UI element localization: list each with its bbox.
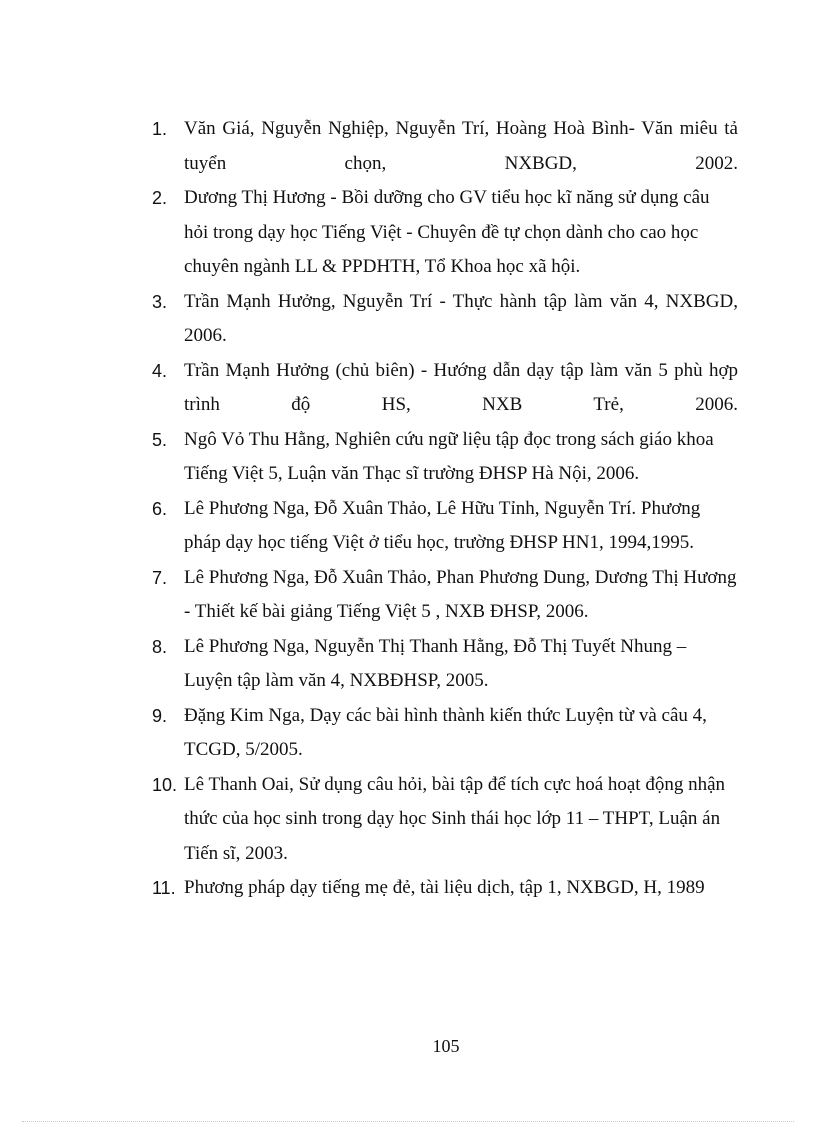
reference-item bbox=[150, 285, 738, 354]
reference-number: 11. bbox=[152, 878, 176, 898]
reference-item bbox=[150, 699, 738, 768]
reference-number: 3. bbox=[152, 291, 168, 312]
reference-number: 6. bbox=[152, 498, 168, 519]
reference-text: Dương Thị Hương - Bồi dưỡng cho GV tiểu học kĩ năng sử dụng câu hỏi trong dạy học Tiếng Việt - Chuyên đề tự chọn dành cho cao học chuyên ngành LL & PPDHTH, Tổ Khoa học xã hội. bbox=[184, 187, 710, 277]
reference-item bbox=[150, 112, 738, 181]
reference-list bbox=[150, 112, 738, 906]
reference-number: 4. bbox=[152, 360, 168, 381]
reference-text: Văn Giá, Nguyễn Nghiệp, Nguyễn Trí, Hoàng Hoà Bình- Văn miêu tả tuyển chọn, NXBGD, 2002. bbox=[184, 118, 738, 174]
reference-number: 7. bbox=[152, 567, 168, 588]
reference-item bbox=[150, 423, 738, 492]
reference-text: Lê Thanh Oai, Sử dụng câu hỏi, bài tập để tích cực hoá hoạt động nhận thức của học sinh trong dạy học Sinh thái học lớp 11 – THPT, Luận án Tiến sĩ, 2003. bbox=[184, 773, 726, 864]
page-bottom-rule bbox=[22, 1121, 794, 1122]
reference-item bbox=[150, 561, 738, 630]
reference-number: 2. bbox=[152, 188, 168, 208]
reference-item bbox=[150, 354, 738, 423]
reference-text: Đặng Kim Nga, Dạy các bài hình thành kiến thức Luyện từ và câu 4, TCGD, 5/2005. bbox=[184, 704, 707, 760]
reference-text: Ngô Vỏ Thu Hằng, Nghiên cứu ngữ liệu tập đọc trong sách giáo khoa Tiếng Việt 5, Luận văn Thạc sĩ trường ĐHSP Hà Nội, 2006. bbox=[184, 428, 714, 484]
reference-text: Lê Phương Nga, Đỗ Xuân Thảo, Phan Phương Dung, Dương Thị Hương - Thiết kế bài giảng Tiếng Việt 5 , NXB ĐHSP, 2006. bbox=[184, 566, 737, 622]
reference-text: Lê Phương Nga, Nguyễn Thị Thanh Hằng, Đỗ Thị Tuyết Nhung – Luyện tập làm văn 4, NXBĐHSP, 2005. bbox=[184, 635, 687, 691]
reference-item bbox=[150, 181, 738, 285]
reference-text: Phương pháp dạy tiếng mẹ đẻ, tài liệu dịch, tập 1, NXBGD, H, 1989 bbox=[184, 877, 705, 898]
reference-item bbox=[150, 768, 738, 872]
reference-text: Lê Phương Nga, Đỗ Xuân Thảo, Lê Hữu Tỉnh, Nguyễn Trí. Phương pháp dạy học tiếng Việt ở tiểu học, trường ĐHSP HN1, 1994,1995. bbox=[184, 497, 701, 553]
reference-item bbox=[150, 871, 738, 906]
reference-number: 1. bbox=[152, 119, 168, 139]
reference-item bbox=[150, 492, 738, 561]
reference-text: Trần Mạnh Hưởng, Nguyễn Trí - Thực hành tập làm văn 4, NXBGD, 2006. bbox=[184, 290, 738, 346]
reference-number: 5. bbox=[152, 429, 168, 450]
reference-number: 9. bbox=[152, 705, 168, 726]
reference-text: Trần Mạnh Hưởng (chủ biên) - Hướng dẫn dạy tập làm văn 5 phù hợp trình độ HS, NXB Trẻ, 2006. bbox=[184, 359, 738, 415]
page-number: 105 bbox=[432, 1036, 460, 1056]
reference-number: 10. bbox=[152, 774, 178, 795]
reference-item bbox=[150, 630, 738, 699]
reference-number: 8. bbox=[152, 636, 168, 657]
